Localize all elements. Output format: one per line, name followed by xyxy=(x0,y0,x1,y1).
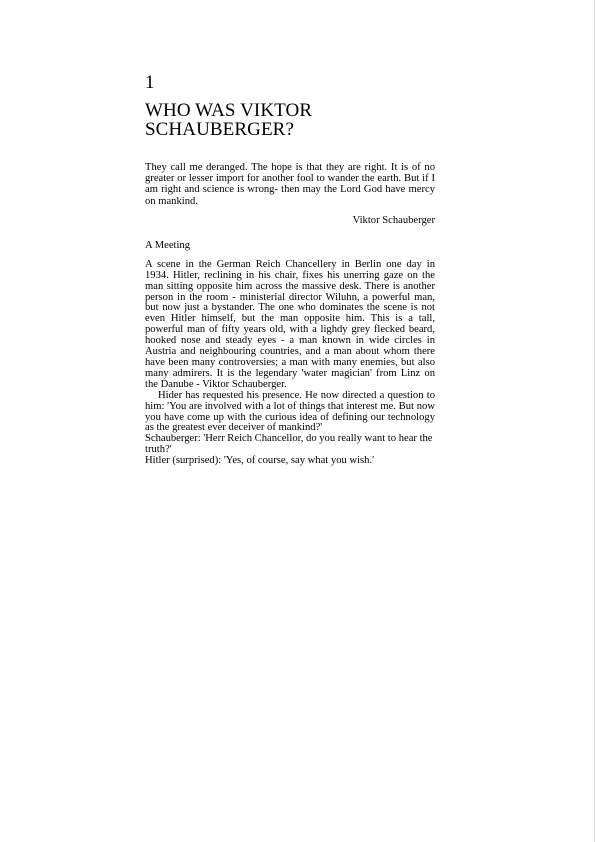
epigraph-attribution: Viktor Schauberger xyxy=(352,214,435,226)
paragraph-question: Hider has requested his presence. He now directed a question to him: 'You are involved with a lot of things that interest me. But now you have come up with the curious idea of defining our technology as the greatest ever deceiver of mankind?' xyxy=(145,389,435,434)
paragraph-scene: A scene in the German Reich Chancellery in Berlin one day in 1934. Hitler, reclining in his chair, fixes his unerring gaze on the man sitting opposite him across the massive desk. There is another person in the room - ministerial director Wiluhn, a powerful man, but now just a bystander. The one who dominates the scene is not even Hitler himself, but the man opposite him. This is a tall, powerful man of fifty years old, with a lighdy grey flecked beard, hooked nose and steady eyes - a man known in wide circles in Austria and neighbouring countries, and a man about whom there have been many controversies; a man with many enemies, but also many admirers. It is the legendary 'water magician' from Linz on the Danube - Viktor Schauberger. xyxy=(145,258,435,390)
section-body xyxy=(145,260,435,467)
page-content xyxy=(145,72,435,467)
chapter-title xyxy=(145,101,435,139)
section-heading: A Meeting xyxy=(145,239,191,251)
paragraph-schauberger-reply: Schauberger: 'Herr Reich Chancellor, do you really want to hear the truth?' xyxy=(145,433,433,456)
chapter-number: 1 xyxy=(145,72,155,93)
chapter-title-line-2: SCHAUBERGER? xyxy=(145,119,294,140)
chapter-title-line-1: WHO WAS VIKTOR xyxy=(145,100,313,121)
paragraph-hitler-reply: Hitler (surprised): 'Yes, of course, say what you wish.' xyxy=(145,455,375,467)
epigraph-quote: They call me deranged. The hope is that they are right. It is of no greater or lesser import for another fool to wander the earth. But if I am right and science is wrong- then may the Lord God have mercy on mankind. xyxy=(145,162,435,207)
